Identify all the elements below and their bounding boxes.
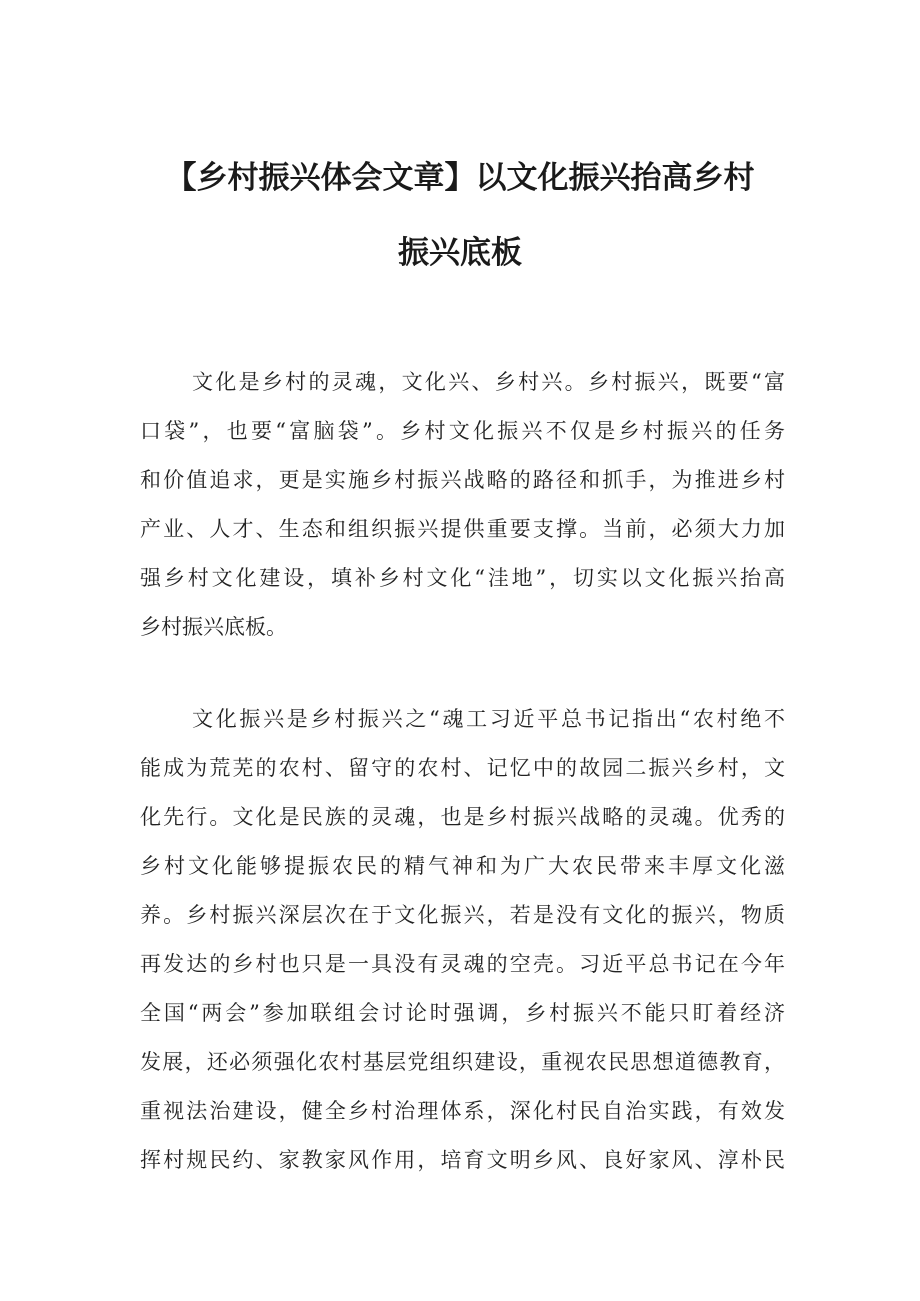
document-title-line-1: 【乡村振兴体会文章】以文化振兴抬高乡村 bbox=[165, 160, 755, 196]
paragraph-line: 全国“两会”参加联组会讨论时强调，乡村振兴不能只盯着经济 bbox=[140, 1001, 785, 1025]
paragraph-line: 文化是乡村的灵魂，文化兴、乡村兴。乡村振兴，既要“富 bbox=[192, 370, 785, 394]
paragraph-line: 和价值追求，更是实施乡村振兴战略的路径和抓手，为推进乡村 bbox=[140, 468, 785, 492]
paragraph-line: 重视法治建设，健全乡村治理体系，深化村民自治实践，有效发 bbox=[140, 1099, 785, 1123]
document-title-line-2: 振兴底板 bbox=[398, 235, 522, 271]
paragraph-line: 口袋”，也要“富脑袋”。乡村文化振兴不仅是乡村振兴的任务 bbox=[140, 419, 785, 443]
paragraph-line: 产业、人才、生态和组织振兴提供重要支撑。当前，必须大力加 bbox=[140, 517, 785, 541]
paragraph-line: 乡村振兴底板。 bbox=[140, 615, 287, 639]
paragraph-line: 养。乡村振兴深层次在于文化振兴，若是没有文化的振兴，物质 bbox=[140, 903, 785, 927]
paragraph-2 bbox=[140, 703, 785, 1183]
paragraph-line: 强乡村文化建设，填补乡村文化“洼地”，切实以文化振兴抬高 bbox=[140, 566, 785, 590]
paragraph-line: 能成为荒芜的农村、留守的农村、记忆中的故园二振兴乡村，文 bbox=[140, 756, 785, 780]
paragraph-line: 发展，还必须强化农村基层党组织建设，重视农民思想道德教育， bbox=[140, 1050, 785, 1074]
paragraph-1 bbox=[140, 366, 785, 646]
paragraph-line: 乡村文化能够提振农民的精气神和为广大农民带来丰厚文化滋 bbox=[140, 854, 785, 878]
paragraph-line: 化先行。文化是民族的灵魂，也是乡村振兴战略的灵魂。优秀的 bbox=[140, 805, 785, 829]
paragraph-line: 文化振兴是乡村振兴之“魂工习近平总书记指出“农村绝不 bbox=[192, 707, 785, 731]
paragraph-line: 再发达的乡村也只是一具没有灵魂的空壳。习近平总书记在今年 bbox=[140, 952, 785, 976]
paragraph-line: 挥村规民约、家教家风作用，培育文明乡风、良好家风、淳朴民 bbox=[140, 1148, 785, 1172]
